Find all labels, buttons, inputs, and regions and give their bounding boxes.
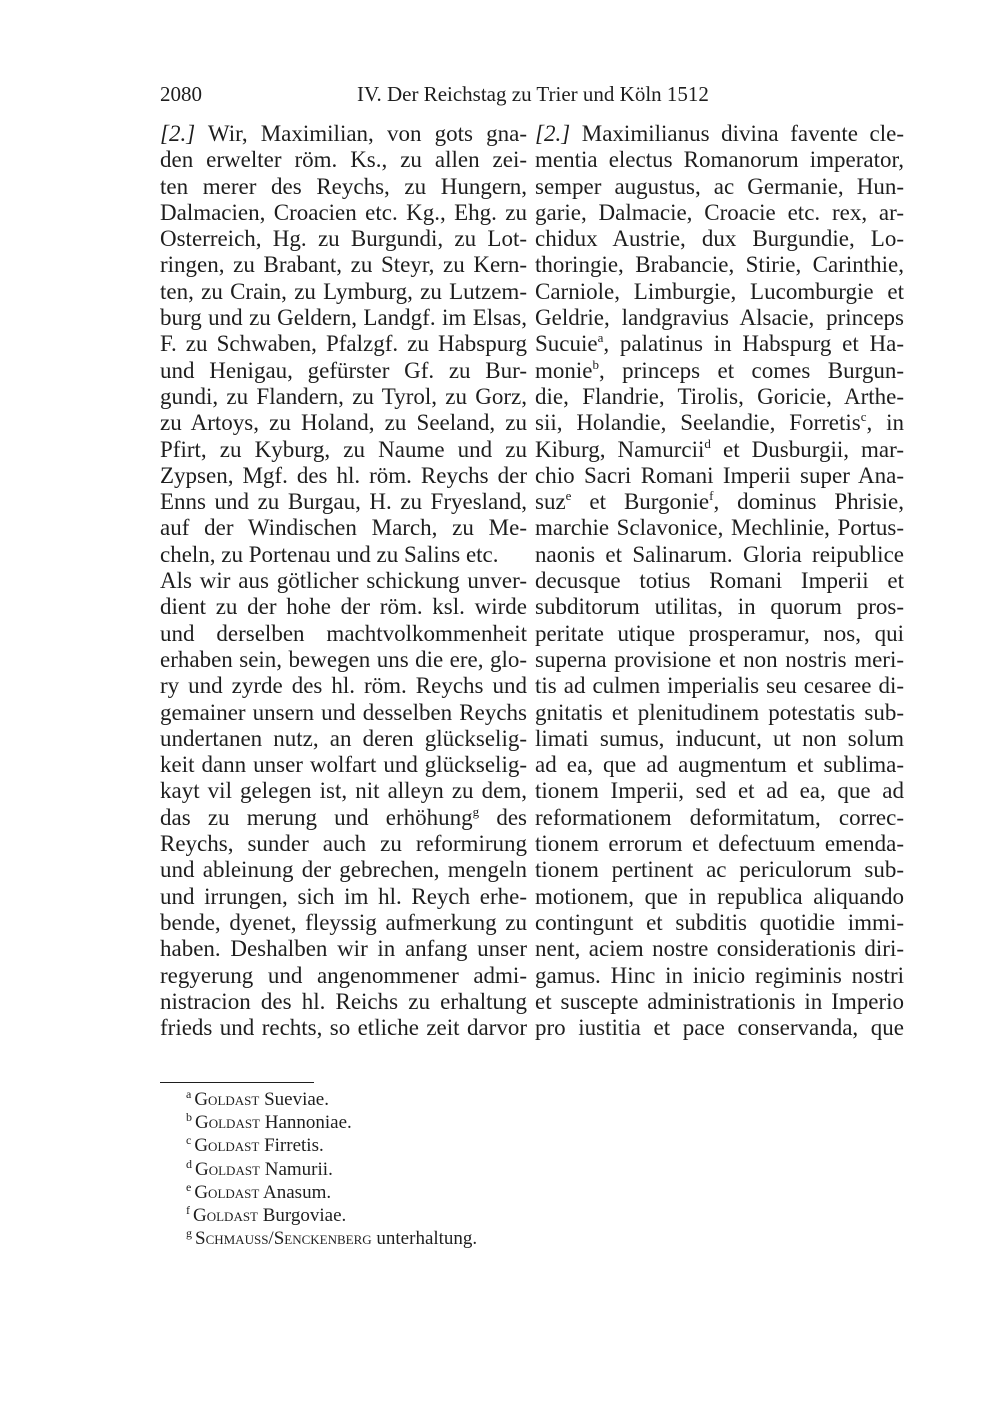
text-line <box>535 1015 904 1041</box>
text-line <box>160 331 527 357</box>
text-run: thoringie, Brabancie, Stirie, Carinthie, <box>535 252 904 278</box>
text-run: superna provisione et non nostris meri- <box>535 646 904 672</box>
text-line <box>160 621 527 647</box>
text-run: tionem errorum et defectuum emenda- <box>535 831 904 857</box>
text-run: ringen, zu Brabant, zu Steyr, zu Kern- <box>160 252 527 278</box>
text-line <box>535 594 904 620</box>
text-run: tionem pertinent ac periculorum sub- <box>535 857 904 883</box>
text-run: ad ea, que ad augmentum et sublima- <box>535 752 904 778</box>
footnote-mark: g <box>186 1226 192 1241</box>
text-run: Enns und zu Burgau, H. zu Fryesland, <box>160 489 527 515</box>
text-run: et suscepte administrationis in Imperio <box>535 988 904 1014</box>
text-run: Wir, Maximilian, von gots gna- <box>195 121 527 146</box>
footnote-marker: d <box>704 435 711 451</box>
text-run: chidux Austrie, dux Burgundie, Lo- <box>535 226 904 252</box>
text-run: limati sumus, inducunt, ut non solum <box>535 725 904 751</box>
text-line <box>160 252 527 278</box>
text-run: suz <box>535 489 566 515</box>
text-run: tis ad culmen imperialis seu cesaree di- <box>535 673 904 699</box>
text-run: gundi, zu Flandern, zu Tyrol, zu Gorz, <box>160 383 527 409</box>
text-run: Zypsen, Mgf. des hl. röm. Reychs der <box>160 462 527 488</box>
text-line <box>535 726 904 752</box>
text-line <box>160 305 527 331</box>
footnote-source: Goldast <box>193 1204 258 1226</box>
text-run: gamus. Hinc in inicio regiminis nostri <box>535 962 904 988</box>
footnote-item <box>186 1227 477 1250</box>
text-run: den erwelter röm. Ks., zu allen zei- <box>160 147 527 173</box>
text-run: Maximilianus divina favente cle- <box>570 121 904 146</box>
footnote-item <box>186 1134 477 1157</box>
text-run: undertanen nutz, an deren glückselig- <box>160 725 527 751</box>
footnote-text: Anasum. <box>259 1181 332 1203</box>
latin-text-column <box>535 121 904 1041</box>
text-run: Pfirt, zu Kyburg, zu Naume und zu <box>160 436 527 462</box>
footnote-mark: c <box>186 1133 192 1148</box>
text-run: die, Flandrie, Tirolis, Goricie, Arthe- <box>535 383 904 409</box>
text-run: semper augustus, ac Germanie, Hun- <box>535 173 904 199</box>
footnote-text: Burgoviae. <box>258 1204 347 1226</box>
text-run: das zu merung und erhöhung <box>160 804 473 830</box>
text-line <box>535 384 904 410</box>
text-run: auf der Windischen March, zu Me- <box>160 515 527 541</box>
text-line <box>535 752 904 778</box>
footnote-item <box>186 1088 477 1111</box>
text-line <box>160 647 527 673</box>
text-line <box>160 463 527 489</box>
german-text-column <box>160 121 527 1041</box>
text-line <box>160 410 527 436</box>
footnote-text: Sueviae. <box>259 1089 329 1110</box>
text-run: bende, dyenet, fleyssig aufmerkung zu <box>160 909 527 935</box>
text-line <box>535 673 904 699</box>
text-run: , palatinus in Habspurg et Ha- <box>603 331 904 357</box>
text-line <box>535 542 904 568</box>
footnote-source: Goldast <box>194 1135 260 1157</box>
text-line <box>160 989 527 1015</box>
text-line <box>160 174 527 200</box>
text-run: zu Artoys, zu Holand, zu Seeland, zu <box>160 410 527 436</box>
text-line <box>160 936 527 962</box>
footnote-marker: e <box>565 488 572 504</box>
text-run: ten merer des Reychs, zu Hungern, <box>160 173 527 199</box>
text-line <box>535 437 904 463</box>
text-run: frieds und rechts, so etliche zeit darvor <box>160 1015 527 1041</box>
text-run: sii, Holandie, Seelandie, Forretis <box>535 410 861 436</box>
text-run: garie, Dalmacie, Croacie etc. rex, ar- <box>535 199 904 225</box>
text-line <box>160 884 527 910</box>
footnote-text: Namurii. <box>260 1158 333 1180</box>
footnote-item <box>186 1111 477 1134</box>
text-line <box>535 252 904 278</box>
footnote-separator <box>160 1082 314 1083</box>
section-number: [2.] <box>160 121 196 146</box>
text-line <box>535 463 904 489</box>
text-run: und Henigau, gefürster Gf. zu Bur- <box>160 357 527 383</box>
text-line <box>160 778 527 804</box>
text-run: Reychs, sunder auch zu reformirung <box>160 831 527 857</box>
text-run: und ableinung der gebrechen, mengeln <box>160 857 527 883</box>
text-run: motionem, que in republica aliquando <box>535 883 904 909</box>
text-line <box>160 147 527 173</box>
text-line <box>535 910 904 936</box>
footnote-marker: a <box>597 330 604 346</box>
section-number: [2.] <box>535 121 571 146</box>
footnote-mark: b <box>186 1110 192 1125</box>
footnote-source: Goldast <box>194 1181 260 1203</box>
text-line <box>160 963 527 989</box>
text-run: mentia electus Romanorum imperator, <box>535 147 904 173</box>
text-line <box>535 621 904 647</box>
footnote-item <box>186 1204 477 1227</box>
text-line <box>160 752 527 778</box>
text-line <box>535 279 904 305</box>
footnote-source: Goldast <box>195 1158 260 1180</box>
text-run: keit dann unser wolfart und glückselig- <box>160 752 527 778</box>
text-run: kayt vil gelegen ist, nit alleyn zu dem, <box>160 778 527 804</box>
text-run: ry und zyrde des hl. röm. Reychs und <box>160 673 527 699</box>
text-line <box>160 700 527 726</box>
text-run: ten, zu Crain, zu Lymburg, zu Lutzem- <box>160 278 527 304</box>
text-run: nistracion des hl. Reichs zu erhaltung <box>160 988 527 1014</box>
running-header <box>160 80 904 108</box>
text-line <box>160 1015 527 1041</box>
text-run: Als wir aus götlicher schickung unver- <box>160 568 527 594</box>
text-run: Kiburg, Namurcii <box>535 436 705 462</box>
text-run: regyerung und angenommener admi- <box>160 962 527 988</box>
text-line <box>535 963 904 989</box>
text-run: Osterreich, Hg. zu Burgundi, zu Lot- <box>160 226 527 252</box>
text-line <box>160 200 527 226</box>
text-line <box>535 358 904 384</box>
text-line <box>535 305 904 331</box>
text-line <box>160 594 527 620</box>
text-line <box>535 989 904 1015</box>
footnote-text: unterhaltung. <box>371 1228 478 1250</box>
text-line <box>160 568 527 594</box>
text-line <box>535 515 904 541</box>
text-line <box>535 700 904 726</box>
text-run: Sucuie <box>535 331 598 357</box>
text-line <box>160 831 527 857</box>
text-run: und irrungen, sich im hl. Reych erhe- <box>160 883 527 909</box>
footnote-marker: g <box>472 803 480 819</box>
text-line <box>535 857 904 883</box>
text-run: pro iustitia et pace conservanda, que <box>535 1015 904 1041</box>
text-line <box>535 778 904 804</box>
text-run: burg und zu Geldern, Landgf. im Elsas, <box>160 305 527 331</box>
text-run: et Burgonie <box>571 489 710 515</box>
text-line <box>160 279 527 305</box>
text-line <box>160 805 527 831</box>
text-line <box>535 174 904 200</box>
text-run: gnitatis et plenitudinem potestatis sub- <box>535 699 904 725</box>
footnote-item <box>186 1158 477 1181</box>
text-run: chio Sacri Romani Imperii super Ana- <box>535 462 904 488</box>
footnote-mark: a <box>186 1087 192 1101</box>
text-run: et Dusburgii, mar- <box>710 436 904 462</box>
text-run: , princeps et comes Burgun- <box>599 357 904 383</box>
text-line <box>535 647 904 673</box>
text-run: und derselben machtvolkommenheit <box>160 620 527 646</box>
text-line <box>160 910 527 936</box>
text-line <box>160 358 527 384</box>
text-line <box>160 515 527 541</box>
footnote-marker: b <box>592 356 599 372</box>
text-line <box>535 489 904 515</box>
text-line <box>535 936 904 962</box>
text-line <box>535 884 904 910</box>
text-run: Geldrie, landgravius Alsacie, princeps <box>535 305 904 331</box>
text-run: , in <box>866 410 905 436</box>
footnote-marker: f <box>709 488 714 504</box>
text-run: monie <box>535 357 593 383</box>
text-run: marchie Sclavonice, Mechlinie, Portus- <box>535 515 904 541</box>
footnote-source: Schmauss/Senckenberg <box>195 1228 372 1250</box>
text-run: cheln, zu Portenau und zu Salins etc. <box>160 541 499 567</box>
text-run: naonis et Salinarum. Gloria reipublice <box>535 541 904 567</box>
page-number: 2080 <box>160 82 202 106</box>
text-line <box>535 410 904 436</box>
text-line <box>160 542 527 568</box>
text-line <box>160 489 527 515</box>
text-line <box>535 831 904 857</box>
text-line <box>535 121 904 147</box>
text-run: decusque totius Romani Imperii et <box>535 568 904 594</box>
text-run: contingunt et subditis quotidie immi- <box>535 909 904 935</box>
text-run: F. zu Schwaben, Pfalzgf. zu Habspurg <box>160 331 527 357</box>
running-title: IV. Der Reichstag zu Trier und Köln 1512 <box>357 82 709 106</box>
footnote-mark: d <box>186 1156 192 1171</box>
text-line <box>160 121 527 147</box>
text-run: gemainer unsern und desselben Reychs <box>160 699 527 725</box>
text-run: erhaben sein, bewegen uns die ere, glo- <box>160 646 527 672</box>
footnote-mark: f <box>186 1202 190 1217</box>
text-line <box>535 805 904 831</box>
text-run: peritate utique prosperamur, nos, qui <box>535 620 904 646</box>
footnote-source: Goldast <box>195 1112 260 1134</box>
text-line <box>160 857 527 883</box>
footnote-mark: e <box>186 1179 192 1194</box>
text-line <box>535 147 904 173</box>
text-line <box>535 331 904 357</box>
text-run: tionem Imperii, sed et ad ea, que ad <box>535 778 904 804</box>
footnote-item <box>186 1181 477 1204</box>
text-run: subditorum utilitas, in quorum pros- <box>535 594 904 620</box>
text-line <box>160 673 527 699</box>
text-run: Dalmacien, Croacien etc. Kg., Ehg. zu <box>160 199 527 225</box>
text-line <box>535 226 904 252</box>
text-run: dient zu der hohe der röm. ksl. wirde <box>160 594 527 620</box>
text-line <box>160 437 527 463</box>
text-line <box>160 226 527 252</box>
text-run: haben. Deshalben wir in anfang unser <box>160 936 527 962</box>
text-run: nent, aciem nostre considerationis diri- <box>535 936 904 962</box>
text-line <box>160 726 527 752</box>
text-line <box>160 384 527 410</box>
text-run: , dominus Phrisie, <box>713 489 904 515</box>
footnotes <box>186 1088 477 1250</box>
footnote-marker: c <box>860 409 867 425</box>
text-line <box>535 568 904 594</box>
footnote-text: Hannoniae. <box>260 1112 352 1134</box>
text-run: des <box>479 804 527 830</box>
footnote-text: Firretis. <box>259 1135 324 1157</box>
text-run: Carniole, Limburgie, Lucomburgie et <box>535 278 904 304</box>
text-run: reformationem deformitatum, correc- <box>535 804 904 830</box>
text-line <box>535 200 904 226</box>
footnote-source: Goldast <box>194 1089 260 1110</box>
